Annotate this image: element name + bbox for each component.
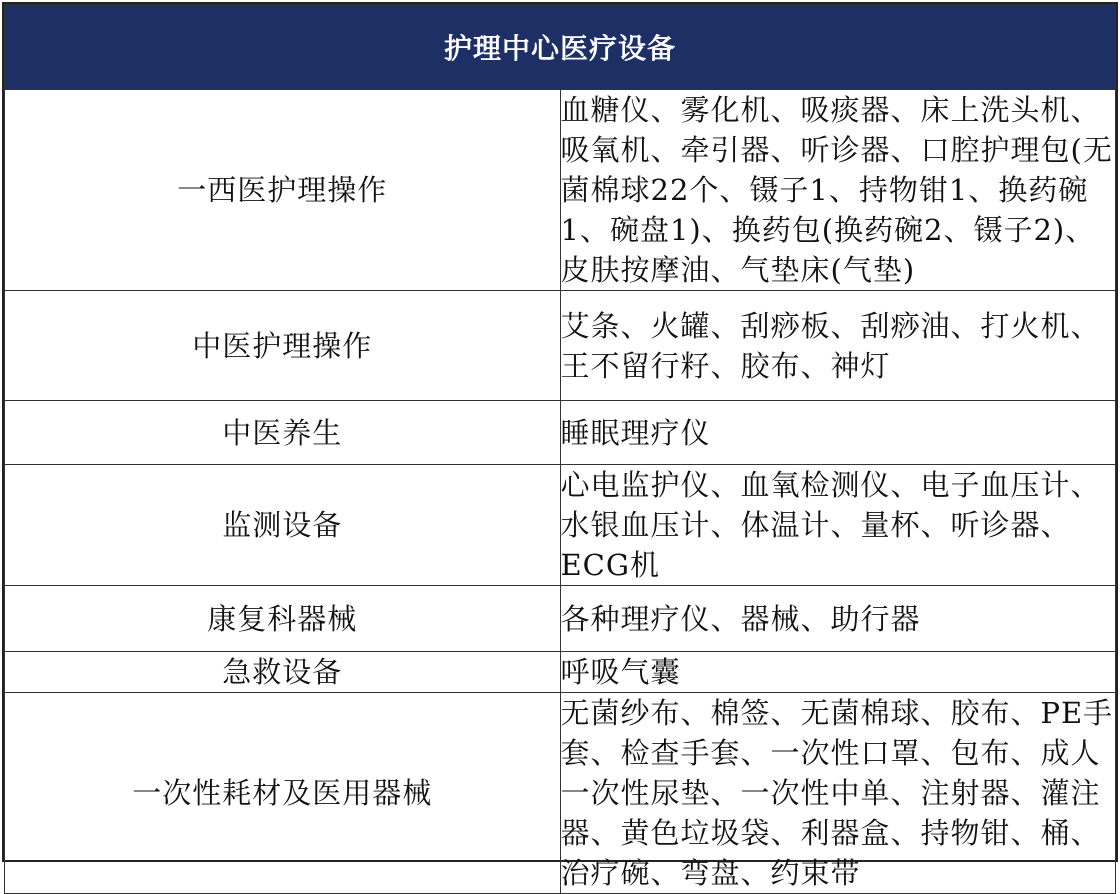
category-cell: 监测设备 [5, 465, 561, 586]
equipment-table-frame [2, 2, 1118, 890]
category-cell: 急救设备 [5, 652, 561, 693]
category-cell: 一西医护理操作 [5, 90, 561, 291]
table-row [5, 291, 1116, 401]
table-title: 护理中心医疗设备 [5, 5, 1116, 90]
table-row [5, 401, 1116, 465]
category-cell: 康复科器械 [5, 586, 561, 652]
category-cell: 中医养生 [5, 401, 561, 465]
equipment-table [4, 4, 1116, 894]
items-cell: 心电监护仪、血氧检测仪、电子血压计、水银血压计、体温计、量杯、听诊器、ECG机 [560, 465, 1116, 586]
table-row [5, 693, 1116, 894]
category-cell: 一次性耗材及医用器械 [5, 693, 561, 894]
table-row [5, 90, 1116, 291]
items-cell: 睡眠理疗仪 [560, 401, 1116, 465]
category-cell: 中医护理操作 [5, 291, 561, 401]
table-row [5, 586, 1116, 652]
items-cell: 艾条、火罐、刮痧板、刮痧油、打火机、王不留行籽、胶布、神灯 [560, 291, 1116, 401]
items-cell: 各种理疗仪、器械、助行器 [560, 586, 1116, 652]
items-cell: 呼吸气囊 [560, 652, 1116, 693]
items-cell: 血糖仪、雾化机、吸痰器、床上洗头机、吸氧机、牵引器、听诊器、口腔护理包(无菌棉球22个、镊子1、持物钳1、换药碗1、碗盘1)、换药包(换药碗2、镊子2)、皮肤按摩油、气垫床(气垫) [560, 90, 1116, 291]
items-cell: 无菌纱布、棉签、无菌棉球、胶布、PE手套、检查手套、一次性口罩、包布、成人一次性尿垫、一次性中单、注射器、灌注器、黄色垃圾袋、利器盒、持物钳、桶、治疗碗、弯盘、约束带 [560, 693, 1116, 894]
table-row [5, 652, 1116, 693]
table-row [5, 465, 1116, 586]
table-header-row [5, 5, 1116, 90]
